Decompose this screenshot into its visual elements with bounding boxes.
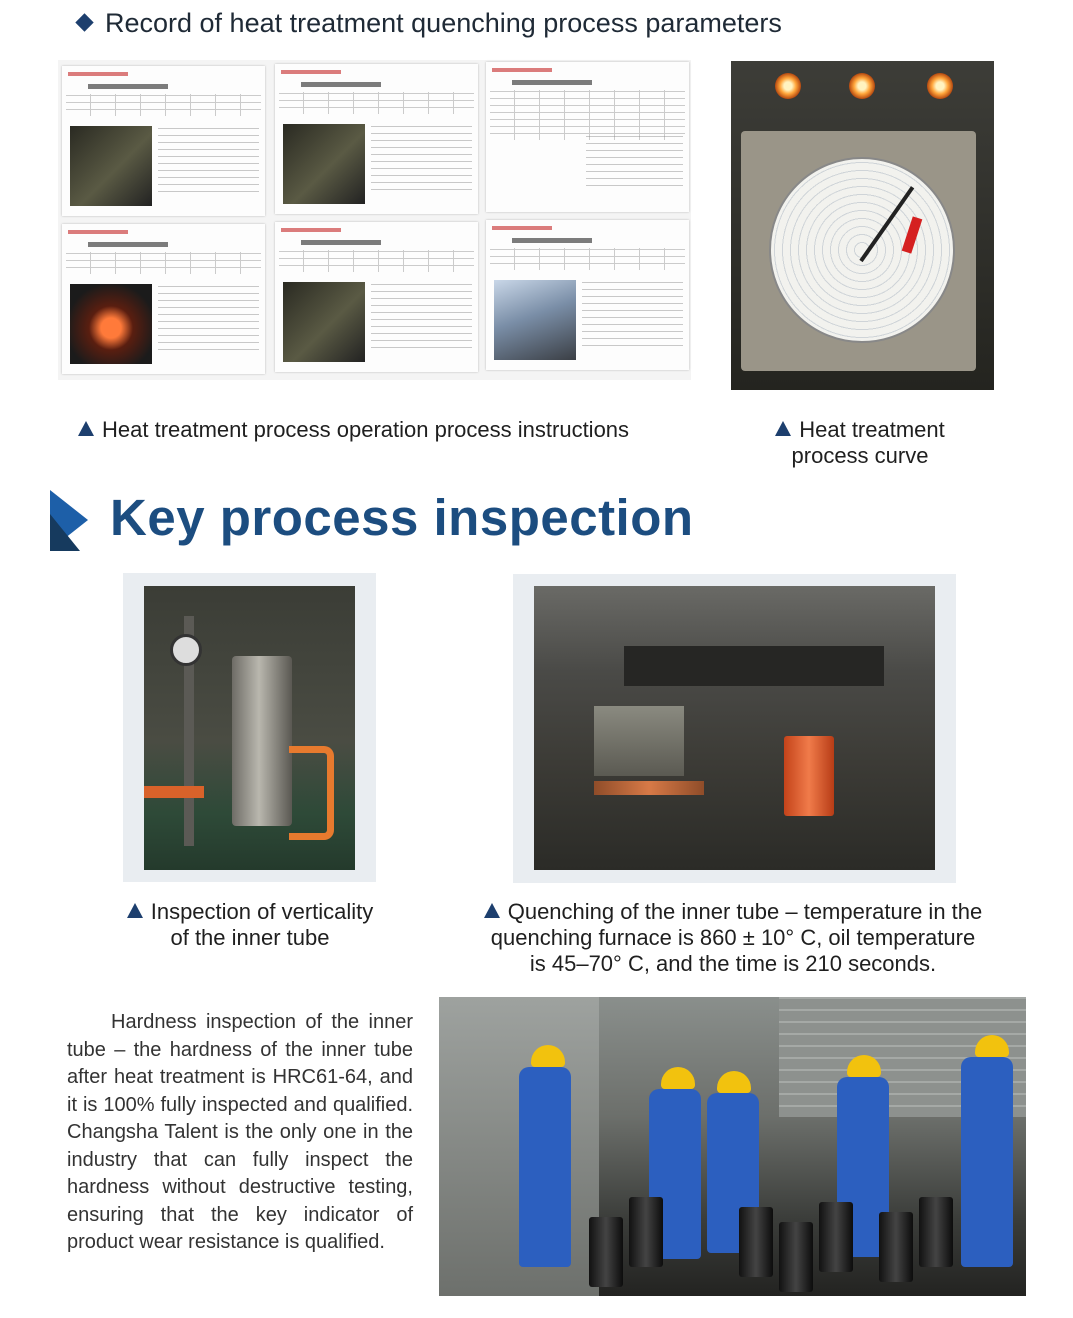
key-process-heading: Key process inspection	[110, 489, 694, 546]
document-thumbnail	[275, 222, 478, 372]
document-thumbnail	[275, 64, 478, 214]
caption-curve-line2: process curve	[791, 443, 929, 468]
caption-quench-line3: is 45–70° C, and the time is 210 seconds.	[529, 951, 937, 976]
quenching-photo	[513, 574, 956, 883]
caption-quench-line2: quenching furnace is 860 ± 10° C, oil temperature	[490, 925, 976, 950]
triangle-bullet-icon	[127, 903, 143, 918]
document-thumbnail	[62, 66, 265, 216]
document-thumbnail	[486, 220, 689, 370]
verticality-inspection-photo	[123, 573, 376, 882]
triangle-bullet-icon	[484, 903, 500, 918]
document-thumbnail	[486, 62, 689, 212]
caption-documents-text: Heat treatment process operation process instructions	[102, 417, 630, 442]
caption-verticality-line1: Inspection of verticality	[150, 899, 374, 924]
caption-quench-line1: Quenching of the inner tube – temperature in the	[507, 899, 983, 924]
caption-process-curve	[740, 417, 980, 469]
section-heading-text: Record of heat treatment quenching process parameters	[105, 8, 782, 38]
caption-verticality	[100, 899, 400, 951]
caption-documents	[78, 417, 629, 443]
caption-quenching	[446, 899, 1020, 977]
process-instruction-documents	[58, 60, 691, 380]
diamond-bullet-icon	[75, 13, 93, 31]
caption-curve-line1: Heat treatment	[799, 417, 945, 442]
chevron-shadow-icon	[50, 514, 80, 551]
triangle-bullet-icon	[775, 421, 791, 436]
section-heading-record	[78, 8, 782, 39]
hardness-inspection-photo	[439, 997, 1026, 1296]
document-thumbnail	[62, 224, 265, 374]
process-curve-recorder-photo	[731, 61, 994, 390]
hardness-description: Hardness inspection of the inner tube – the hardness of the inner tube after heat treatment is HRC61-64, and it is 100% fully inspected and qualified. Changsha Talent is the only one in the industry that can fully inspect the hardness without destructive testing, ensuring that the key indicator of product wear resistance is qualified.	[67, 1011, 413, 1253]
triangle-bullet-icon	[78, 421, 94, 436]
caption-verticality-line2: of the inner tube	[170, 925, 330, 950]
